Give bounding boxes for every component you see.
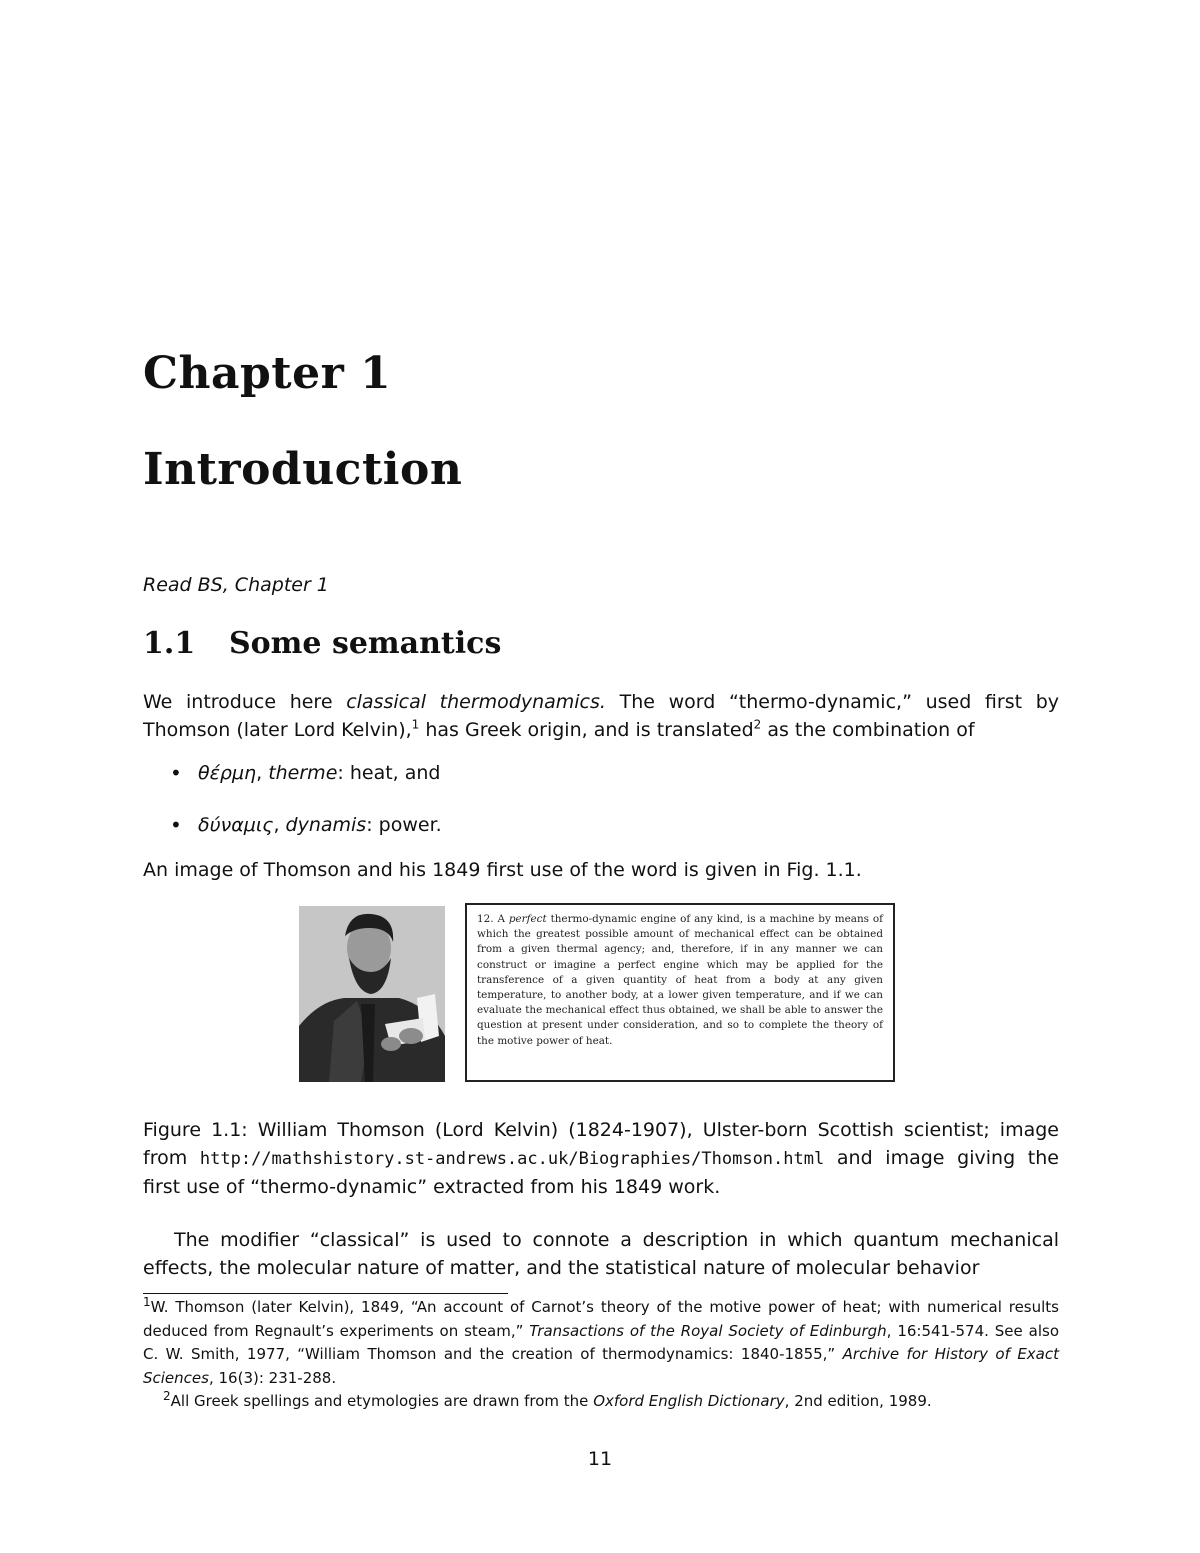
etymology-list [170,758,442,862]
excerpt-text: thermo-dynamic engine of any kind, is a machine by means of which the greatest possible amount of mechanical effect can be obtained from a given thermal agency; and, therefore, if in any manner we can construct or imagine a perfect engine which may be applied for the transference of a given quantity of heat from a body at any given temperature, to another body, at a lower given temperature, and if we can evaluate the mechanical effect thus obtained, we shall be able to answer the question at present under consideration, and so to complete the theory of the motive power of heat. [477,913,883,1047]
footnote-divider [143,1293,508,1294]
dictionary-title: Oxford English Dictionary [593,1392,785,1410]
section-heading [143,626,501,661]
intro-paragraph [143,688,1059,744]
footnote-1 [143,1296,1059,1390]
list-item: • δύναμις, dynamis: power. [170,810,442,840]
reading-assignment: Read BS, Chapter 1 [143,574,329,596]
meaning: : heat, and [337,762,441,784]
footnote-text: , 16:541-574. See also C. W. Smith, 1977, “William Thomson and the creation of thermodynamics: 1840-1855,” [143,1321,1060,1363]
transliteration: therme [268,762,338,784]
chapter-number: Chapter 1 [143,348,392,399]
footnote-text: , 16(3): 231-288. [208,1368,337,1387]
thermo-dynamic-excerpt [465,903,895,1082]
chapter-title: Introduction [143,444,463,495]
excerpt-emphasis: perfect [508,913,547,925]
section-title: Some semantics [229,626,502,661]
footnote-mark-2[interactable]: 2 [753,717,762,732]
intro-text: as the combination of [761,719,975,741]
figure-reference: An image of Thomson and his 1849 first use of the word is given in Fig. 1.1. [143,859,862,881]
footnote-text: , 2nd edition, 1989. [784,1392,932,1410]
intro-emphasis: classical thermodynamics. [346,691,606,713]
intro-text: has Greek origin, and is translated [419,719,754,741]
footnote-2 [143,1390,1059,1414]
caption-text: Figure 1.1: William Thomson (Lord Kelvin) (1824-1907), Ulster-born Scottish scientist; image from [143,1119,1059,1169]
transliteration: dynamis [285,814,367,836]
caption-url[interactable]: http://mathshistory.st-andrews.ac.uk/Biographies/Thomson.html [199,1149,825,1169]
section-number: 1.1 [143,626,196,661]
intro-text: We introduce here [143,691,347,713]
body-paragraph: The modifier “classical” is used to connote a description in which quantum mechanical effects, the molecular nature of matter, and the statistical nature of molecular behavior [143,1229,1059,1279]
excerpt-text: 12. A [477,913,509,925]
thomson-portrait [299,906,445,1082]
greek-word: θέρμη [198,762,257,784]
footnote-text: W. Thomson (later Kelvin), 1849, “An account of Carnot’s theory of the motive power of heat; with numerical results deduced from Regnault’s experiments on steam,” [143,1298,1059,1340]
footnote-number: 2 [163,1389,171,1403]
footnotes [143,1296,1059,1414]
journal-title: Archive for History of Exact Sciences [143,1345,1059,1387]
caption-text: and image giving the first use of “thermo-dynamic” extracted from his 1849 work. [143,1147,1059,1198]
page-number: 11 [587,1448,613,1470]
footnote-number: 1 [143,1295,151,1309]
footnote-mark-1[interactable]: 1 [411,717,420,732]
intro-text: The word “thermo-dynamic,” used first by Thomson (later Lord Kelvin), [143,691,1060,741]
footnote-text: All Greek spellings and etymologies are drawn from the [170,1392,594,1410]
list-item: • θέρμη, therme: heat, and [170,758,442,788]
greek-word: δύναμις [198,814,274,836]
meaning: : power. [366,814,442,836]
journal-title: Transactions of the Royal Society of Edinburgh [529,1321,887,1340]
figure-caption [143,1116,1059,1201]
